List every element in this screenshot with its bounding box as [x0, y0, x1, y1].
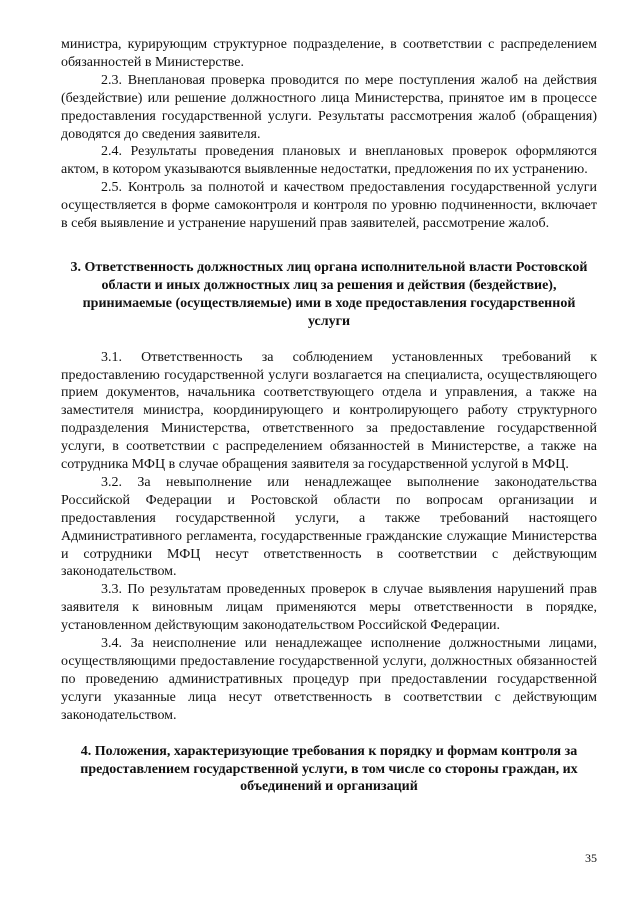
page-number: 35	[585, 851, 597, 865]
section-3-heading: 3. Ответственность должностных лиц органа исполнительной власти Ростовской области и иных должностных лиц за решения и действия (бездействие), принимаемые (осуществляемые) ими в ходе предоставления государственной услуги	[70, 259, 588, 329]
paragraph-3-3: 3.3. По результатам проведенных проверок в случае выявления нарушений прав заявителя к виновным лицам применяются меры ответственности в порядке, установленном действующим законодательством Российской Федерации.	[61, 582, 597, 634]
paragraph-3-1: 3.1. Ответственность за соблюдением установленных требований к предоставлению государственной услуги возлагается на специалиста, осуществляющего прием документов, начальника соответствующего отдела и управления, а также на заместителя министра, координирующего и контролирующего работу структурного подразделения Министерства, ответственного за предоставление государственной услуги, в соответствии с распределением обязанностей в Министерстве, а также на сотрудника МФЦ в случае обращения заявителя за государственной услугой в МФЦ.	[61, 349, 597, 473]
paragraph-2-5: 2.5. Контроль за полнотой и качеством предоставления государственной услуги осуществляется в форме самоконтроля и контроля по уровню подчиненности, включает в себя выявление и устранение нарушений прав заявителей, рассмотрение жалоб.	[61, 180, 597, 232]
paragraph-2-3: 2.3. Внеплановая проверка проводится по мере поступления жалоб на действия (бездействие) или решение должностного лица Министерства, принятое им в процессе предоставления государственной услуги. Результаты рассмотрения жалоб (обращения) доводятся до сведения заявителя.	[61, 72, 597, 142]
section-4-heading: 4. Положения, характеризующие требования к порядку и формам контроля за предоставлением государственной услуги, в том числе со стороны граждан, их объединений и организаций	[80, 743, 578, 795]
paragraph-3-2: 3.2. За невыполнение или ненадлежащее выполнение законодательства Российской Федерации и Ростовской области по вопросам организации и предоставления государственной услуги, а также требований настоящего Административного регламента, государственные гражданские служащие Министерства и сотрудники МФЦ несут ответственность в соответствии с действующим законодательством.	[61, 474, 597, 580]
paragraph-2-4: 2.4. Результаты проведения плановых и внеплановых проверок оформляются актом, в котором указываются выявленные недостатки, предложения по их устранению.	[61, 144, 597, 178]
paragraph-continuation: министра, курирующим структурное подразделение, в соответствии с распределением обязанностей в Министерстве.	[61, 37, 597, 70]
paragraph-3-4: 3.4. За неисполнение или ненадлежащее исполнение должностными лицами, осуществляющими предоставление государственной услуги, должностных обязанностей по проведению административных процедур при предоставлении государственной услуги указанные лица несут ответственность в соответствии с действующим законодательством.	[61, 636, 597, 723]
